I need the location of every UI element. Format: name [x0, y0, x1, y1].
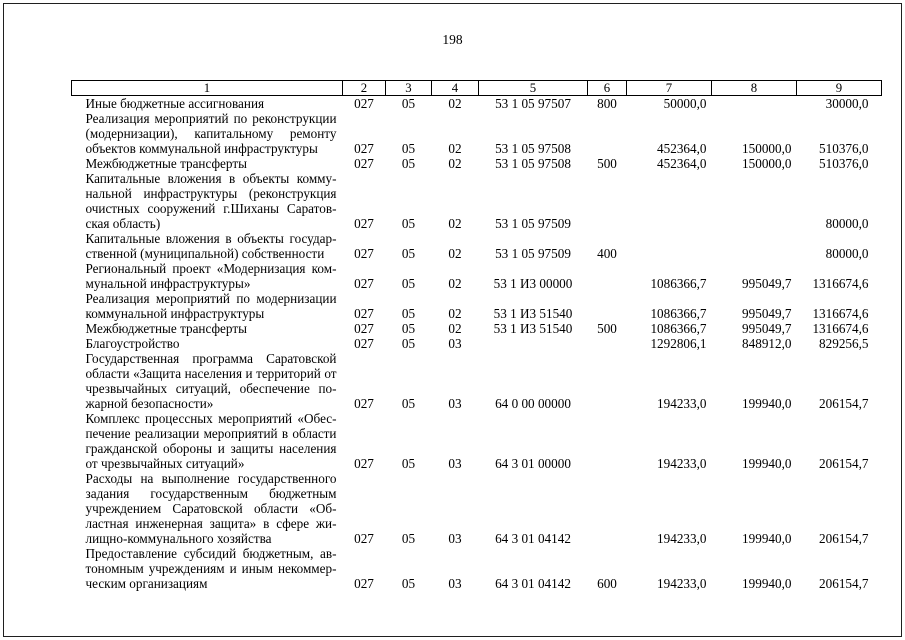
code-section: 05 [401, 456, 416, 471]
description-line: объектов коммунальной инфраструктуры [85, 141, 318, 156]
amount-col9: 510376,0 [819, 141, 869, 156]
code-target-article: 64 0 00 00000 [495, 396, 571, 411]
column-header-2: 2 [343, 81, 386, 96]
amount-col7: 194233,0 [657, 576, 707, 591]
code-subsection: 03 [448, 531, 462, 546]
description-line: ластная инженерная защита» в сфере жи- [85, 516, 337, 531]
column-header-4: 4 [432, 81, 479, 96]
description-line: очистных сооружений г.Шиханы Саратов- [85, 201, 337, 216]
amount-col7 [627, 171, 712, 231]
description-line: области «Защита населения и территорий от [85, 366, 337, 381]
description-line: от чрезвычайных ситуаций» [85, 456, 245, 471]
description-line: Государственная программа Саратовской [85, 351, 337, 366]
amount-col8 [712, 231, 797, 261]
description-line: ческим организациям [85, 576, 208, 591]
code-subsection: 02 [448, 216, 462, 231]
amount-col9: 80000,0 [825, 246, 869, 261]
code-subsection: 03 [448, 456, 462, 471]
description-line: ская область) [85, 216, 161, 231]
code-subsection: 02 [448, 321, 462, 336]
code-expense-type: 400 [597, 246, 617, 261]
code-section: 05 [401, 336, 416, 351]
description-line: Предоставление субсидий бюджетным, ав- [85, 546, 337, 561]
table-row [72, 291, 882, 321]
description-line: чрезвычайных ситуаций, обеспечение по- [85, 381, 337, 396]
amount-col8 [712, 171, 797, 231]
row-description [72, 546, 343, 591]
description-line: учреждением Саратовской области «Об- [85, 501, 337, 516]
amount-col7: 194233,0 [657, 531, 707, 546]
amount-col8: 199940,0 [742, 456, 792, 471]
code-grbs: 027 [354, 216, 374, 231]
code-target-article: 53 1 05 97509 [495, 246, 571, 261]
amount-col8: 995049,7 [742, 306, 792, 321]
document-page [3, 3, 902, 637]
description-line: Реализация мероприятий по модернизации [85, 291, 337, 306]
amount-col7: 194233,0 [657, 396, 707, 411]
page-number: 198 [442, 32, 463, 47]
description-line: лищно-коммунального хозяйства [85, 531, 272, 546]
amount-col7: 50000,0 [663, 96, 707, 111]
table-body [72, 96, 882, 592]
description-line: Реализация мероприятий по реконструкции [85, 111, 337, 126]
description-line: жарной безопасности» [85, 396, 214, 411]
code-grbs: 027 [354, 456, 374, 471]
description-line: Капитальные вложения в объекты комму- [85, 171, 337, 186]
code-expense-type [588, 111, 627, 156]
amount-col8: 199940,0 [742, 531, 792, 546]
code-expense-type [588, 171, 627, 231]
code-section: 05 [401, 96, 416, 111]
amount-col7: 452364,0 [657, 156, 707, 171]
code-target-article [479, 336, 588, 351]
description-line: мунальной инфраструктуры» [85, 276, 251, 291]
code-subsection: 03 [448, 576, 462, 591]
amount-col8 [712, 96, 797, 112]
budget-table [71, 80, 882, 591]
column-header-9: 9 [797, 81, 882, 96]
code-grbs: 027 [354, 336, 374, 351]
row-description [72, 111, 343, 156]
amount-col8: 995049,7 [742, 321, 792, 336]
code-subsection: 02 [448, 156, 462, 171]
amount-col9: 30000,0 [825, 96, 869, 111]
row-description [72, 471, 343, 546]
code-subsection: 03 [448, 336, 462, 351]
code-grbs: 027 [354, 276, 374, 291]
code-expense-type [588, 261, 627, 291]
amount-col7 [627, 231, 712, 261]
column-header-1: 1 [72, 81, 343, 96]
amount-col8: 995049,7 [742, 276, 792, 291]
code-grbs: 027 [354, 396, 374, 411]
amount-col8: 150000,0 [742, 141, 792, 156]
row-description [72, 291, 343, 321]
table-row [72, 411, 882, 471]
code-section: 05 [401, 276, 416, 291]
description-line: печение реализации мероприятий в области [85, 426, 337, 441]
column-header-3: 3 [386, 81, 432, 96]
code-target-article: 53 1 05 97508 [495, 156, 571, 171]
column-header-6: 6 [588, 81, 627, 96]
code-subsection: 03 [448, 396, 462, 411]
code-grbs: 027 [354, 141, 374, 156]
code-grbs: 027 [354, 246, 374, 261]
amount-col9: 206154,7 [819, 396, 869, 411]
code-expense-type: 500 [597, 156, 617, 171]
row-description [72, 96, 343, 112]
code-grbs: 027 [354, 306, 374, 321]
description-line: Межбюджетные трансферты [85, 321, 247, 336]
code-section: 05 [401, 141, 416, 156]
code-section: 05 [401, 396, 416, 411]
amount-col7: 452364,0 [657, 141, 707, 156]
amount-col8: 848912,0 [742, 336, 792, 351]
amount-col7: 194233,0 [657, 456, 707, 471]
column-header-8: 8 [712, 81, 797, 96]
amount-col7: 1292806,1 [650, 336, 707, 351]
amount-col9: 510376,0 [819, 156, 869, 171]
table-row [72, 261, 882, 291]
amount-col8: 199940,0 [742, 396, 792, 411]
code-target-article: 53 1 05 97507 [495, 96, 571, 111]
code-target-article: 53 1 05 97508 [495, 141, 571, 156]
code-grbs: 027 [354, 96, 374, 111]
code-section: 05 [401, 531, 416, 546]
amount-col7: 1086366,7 [650, 276, 707, 291]
amount-col9: 829256,5 [819, 336, 869, 351]
description-line: Региональный проект «Модернизация ком- [85, 261, 337, 276]
code-subsection: 02 [448, 246, 462, 261]
table-row [72, 321, 882, 336]
description-line: Межбюджетные трансферты [85, 156, 247, 171]
description-line: Капитальные вложения в объекты государ- [85, 231, 337, 246]
description-line: тономным учреждениям и иным некоммер- [85, 561, 337, 576]
amount-col8: 150000,0 [742, 156, 792, 171]
code-target-article: 64 3 01 04142 [495, 576, 571, 591]
column-header-7: 7 [627, 81, 712, 96]
description-line: Благоустройство [85, 336, 180, 351]
code-target-article: 53 1 05 97509 [495, 216, 571, 231]
row-description [72, 231, 343, 261]
table-row [72, 111, 882, 156]
description-line: Комплекс процессных мероприятий «Обес- [85, 411, 337, 426]
code-grbs: 027 [354, 576, 374, 591]
description-line: (модернизации), капитальному ремонту [85, 126, 337, 141]
amount-col9: 206154,7 [819, 456, 869, 471]
table-row [72, 171, 882, 231]
code-section: 05 [401, 576, 416, 591]
code-expense-type: 600 [597, 576, 617, 591]
table-row [72, 231, 882, 261]
column-header-5: 5 [479, 81, 588, 96]
table-header-row [72, 81, 882, 96]
code-expense-type [588, 336, 627, 351]
code-grbs: 027 [354, 156, 374, 171]
amount-col9: 1316674,6 [812, 276, 869, 291]
table-row [72, 156, 882, 171]
row-description [72, 336, 343, 351]
code-expense-type [588, 471, 627, 546]
amount-col9: 206154,7 [819, 576, 869, 591]
code-target-article: 64 3 01 00000 [495, 456, 571, 471]
code-target-article: 53 1 И3 00000 [493, 276, 573, 291]
table-row [72, 96, 882, 112]
code-target-article: 64 3 01 04142 [495, 531, 571, 546]
table-row [72, 351, 882, 411]
code-section: 05 [401, 216, 416, 231]
code-expense-type: 800 [597, 96, 617, 111]
description-line: Расходы на выполнение государственного [85, 471, 337, 486]
amount-col9: 80000,0 [825, 216, 869, 231]
code-subsection: 02 [448, 276, 462, 291]
description-line: гражданской обороны и защиты населения [85, 441, 337, 456]
code-subsection: 02 [448, 96, 462, 111]
code-subsection: 02 [448, 306, 462, 321]
row-description [72, 171, 343, 231]
code-expense-type [588, 351, 627, 411]
code-target-article: 53 1 И3 51540 [493, 306, 573, 321]
code-target-article: 53 1 И3 51540 [493, 321, 573, 336]
table-row [72, 336, 882, 351]
code-grbs: 027 [354, 321, 374, 336]
amount-col9: 206154,7 [819, 531, 869, 546]
row-description [72, 411, 343, 471]
code-section: 05 [401, 306, 416, 321]
row-description [72, 321, 343, 336]
code-expense-type [588, 411, 627, 471]
amount-col7: 1086366,7 [650, 306, 707, 321]
code-expense-type: 500 [597, 321, 617, 336]
row-description [72, 156, 343, 171]
description-line: коммунальной инфраструктуры [85, 306, 265, 321]
table-header [72, 81, 882, 96]
code-grbs: 027 [354, 531, 374, 546]
description-line: ственной (муниципальной) собственности [85, 246, 325, 261]
description-line: нальной инфраструктуры (реконструкция [85, 186, 337, 201]
amount-col8: 199940,0 [742, 576, 792, 591]
code-section: 05 [401, 321, 416, 336]
table-row [72, 546, 882, 591]
description-line: задания государственным бюджетным [85, 486, 337, 501]
code-section: 05 [401, 156, 416, 171]
code-section: 05 [401, 246, 416, 261]
amount-col7: 1086366,7 [650, 321, 707, 336]
amount-col9: 1316674,6 [812, 306, 869, 321]
code-expense-type [588, 291, 627, 321]
description-line: Иные бюджетные ассигнования [85, 96, 265, 111]
row-description [72, 261, 343, 291]
row-description [72, 351, 343, 411]
code-subsection: 02 [448, 141, 462, 156]
amount-col9: 1316674,6 [812, 321, 869, 336]
table-row [72, 471, 882, 546]
